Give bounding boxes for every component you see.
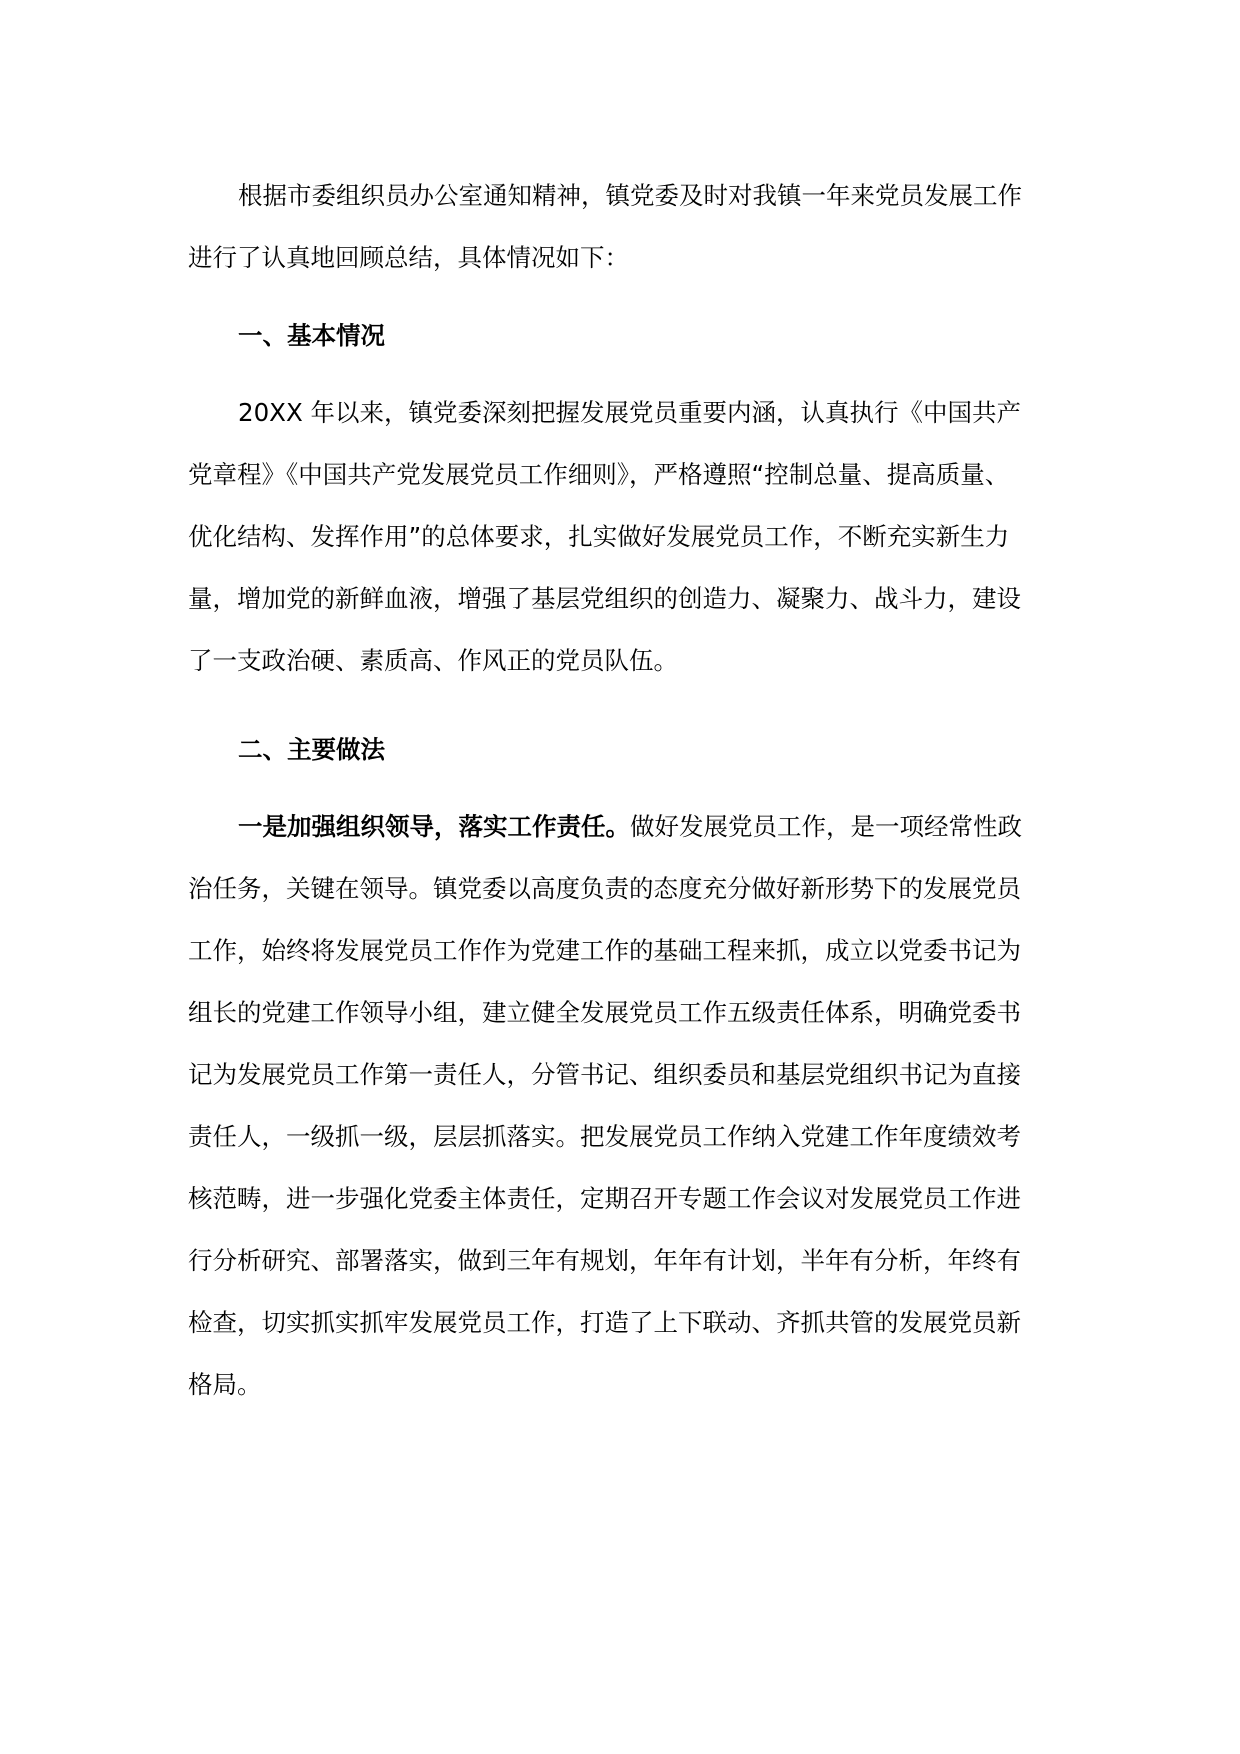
section2-line-3: 工作，始终将发展党员工作作为党建工作的基础工程来抓，成立以党委书记为 [188,936,1021,965]
section1-line-1: 20XX 年以来，镇党委深刻把握发展党员重要内涵，认真执行《中国共产 [238,398,1022,427]
section2-line-5: 记为发展党员工作第一责任人，分管书记、组织委员和基层党组织书记为直接 [188,1060,1021,1089]
section2-line-9: 检查，切实抓实抓牢发展党员工作，打造了上下联动、齐抓共管的发展党员新 [188,1308,1021,1337]
section2-lead-rest: 做好发展党员工作，是一项经常性政 [630,812,1022,841]
section2-line-7: 核范畴，进一步强化党委主体责任，定期召开专题工作会议对发展党员工作进 [188,1184,1021,1213]
intro-line-1: 根据市委组织员办公室通知精神，镇党委及时对我镇一年来党员发展工作 [238,181,1022,210]
section2-line-8: 行分析研究、部署落实，做到三年有规划，年年有计划，半年有分析，年终有 [188,1246,1021,1275]
section2-line-4: 组长的党建工作领导小组，建立健全发展党员工作五级责任体系，明确党委书 [188,998,1021,1027]
section1-line-5: 了一支政治硬、素质高、作风正的党员队伍。 [188,646,678,675]
section2-lead-bold: 一是加强组织领导，落实工作责任。 [238,812,630,841]
section2-line-10: 格局。 [188,1370,262,1399]
section1-line-3: 优化结构、发挥作用”的总体要求，扎实做好发展党员工作，不断充实新生力 [188,522,1010,551]
section2-line-2: 治任务，关键在领导。镇党委以高度负责的态度充分做好新形势下的发展党员 [188,874,1021,903]
section2-line-6: 责任人，一级抓一级，层层抓落实。把发展党员工作纳入党建工作年度绩效考 [188,1122,1021,1151]
section2-line-1 [238,809,1068,845]
section1-line-4: 量，增加党的新鲜血液，增强了基层党组织的创造力、凝聚力、战斗力，建设 [188,584,1021,613]
intro-line-2: 进行了认真地回顾总结，具体情况如下： [188,243,629,272]
section-heading-basic: 一、基本情况 [238,321,385,350]
section1-line-2: 党章程》《中国共产党发展党员工作细则》，严格遵照“控制总量、提高质量、 [188,460,1010,489]
section-heading-methods: 二、主要做法 [238,735,385,764]
